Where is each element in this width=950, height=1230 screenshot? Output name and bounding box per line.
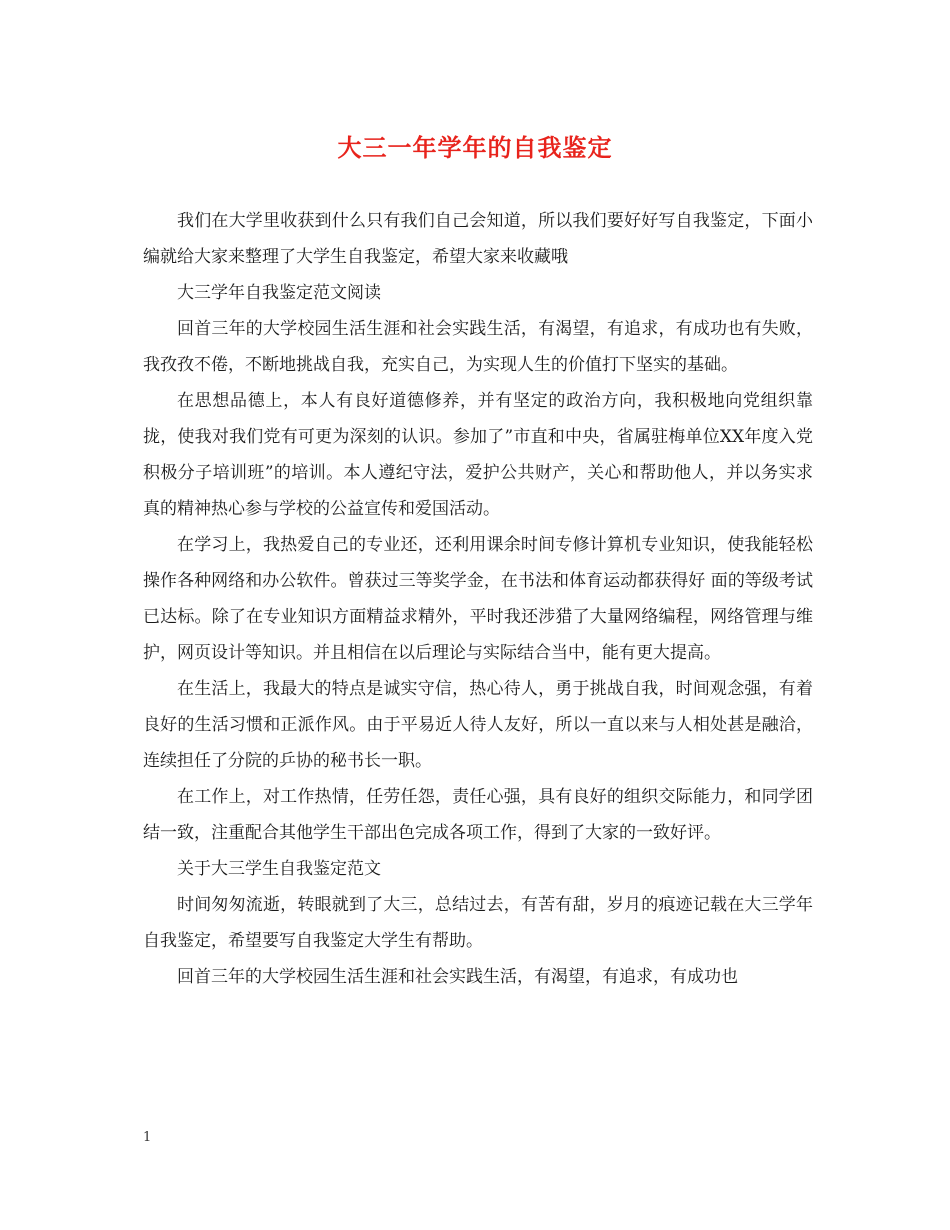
page-number: 1 [143, 1130, 152, 1145]
paragraph: 在学习上，我热爱自己的专业还，还利用课余时间专修计算机专业知识，使我能轻松操作各种网络和办公软件。曾获过三等奖学金，在书法和体育运动都获得好 面的等级考试已达标。除了在专业知识方面精益求精外，平时我还涉猎了大量网络编程，网络管理与维护，网页设计等知识。并且相信在以后理论与实际结合当中，能有更大提高。 [143, 535, 813, 663]
paragraph: 在生活上，我最大的特点是诚实守信，热心待人，勇于挑战自我，时间观念强，有着良好的生活习惯和正派作风。由于平易近人待人友好，所以一直以来与人相处甚是融洽，连续担任了分院的乒协的秘书长一职。 [143, 679, 813, 771]
paragraph: 时间匆匆流逝，转眼就到了大三，总结过去，有苦有甜，岁月的痕迹记载在大三学年自我鉴定，希望要写自我鉴定大学生有帮助。 [143, 895, 813, 951]
document-title: 大三一年学年的自我鉴定 [337, 133, 613, 162]
paragraph: 回首三年的大学校园生活生涯和社会实践生活，有渴望，有追求，有成功也有失败，我孜孜不倦，不断地挑战自我，充实自己，为实现人生的价值打下坚实的基础。 [143, 319, 813, 375]
paragraph: 在工作上，对工作热情，任劳任怨，责任心强，具有良好的组织交际能力，和同学团结一致，注重配合其他学生干部出色完成各项工作，得到了大家的一致好评。 [143, 787, 813, 843]
paragraph: 回首三年的大学校园生活生涯和社会实践生活，有渴望，有追求，有成功也 [177, 967, 738, 987]
paragraph-intro: 我们在大学里收获到什么只有我们自己会知道，所以我们要好好写自我鉴定，下面小编就给大家来整理了大学生自我鉴定，希望大家来收藏哦 [143, 211, 813, 267]
section-heading-1: 大三学年自我鉴定范文阅读 [177, 283, 381, 303]
section-heading-2: 关于大三学生自我鉴定范文 [177, 859, 381, 879]
paragraph: 在思想品德上，本人有良好道德修养，并有坚定的政治方向，我积极地向党组织靠拢，使我对我们党有可更为深刻的认识。参加了”市直和中央，省属驻梅单位XX年度入党积极分子培训班”的培训。本人遵纪守法，爱护公共财产，关心和帮助他人，并以务实求真的精神热心参与学校的公益宣传和爱国活动。 [143, 391, 813, 519]
document-body [143, 203, 813, 995]
